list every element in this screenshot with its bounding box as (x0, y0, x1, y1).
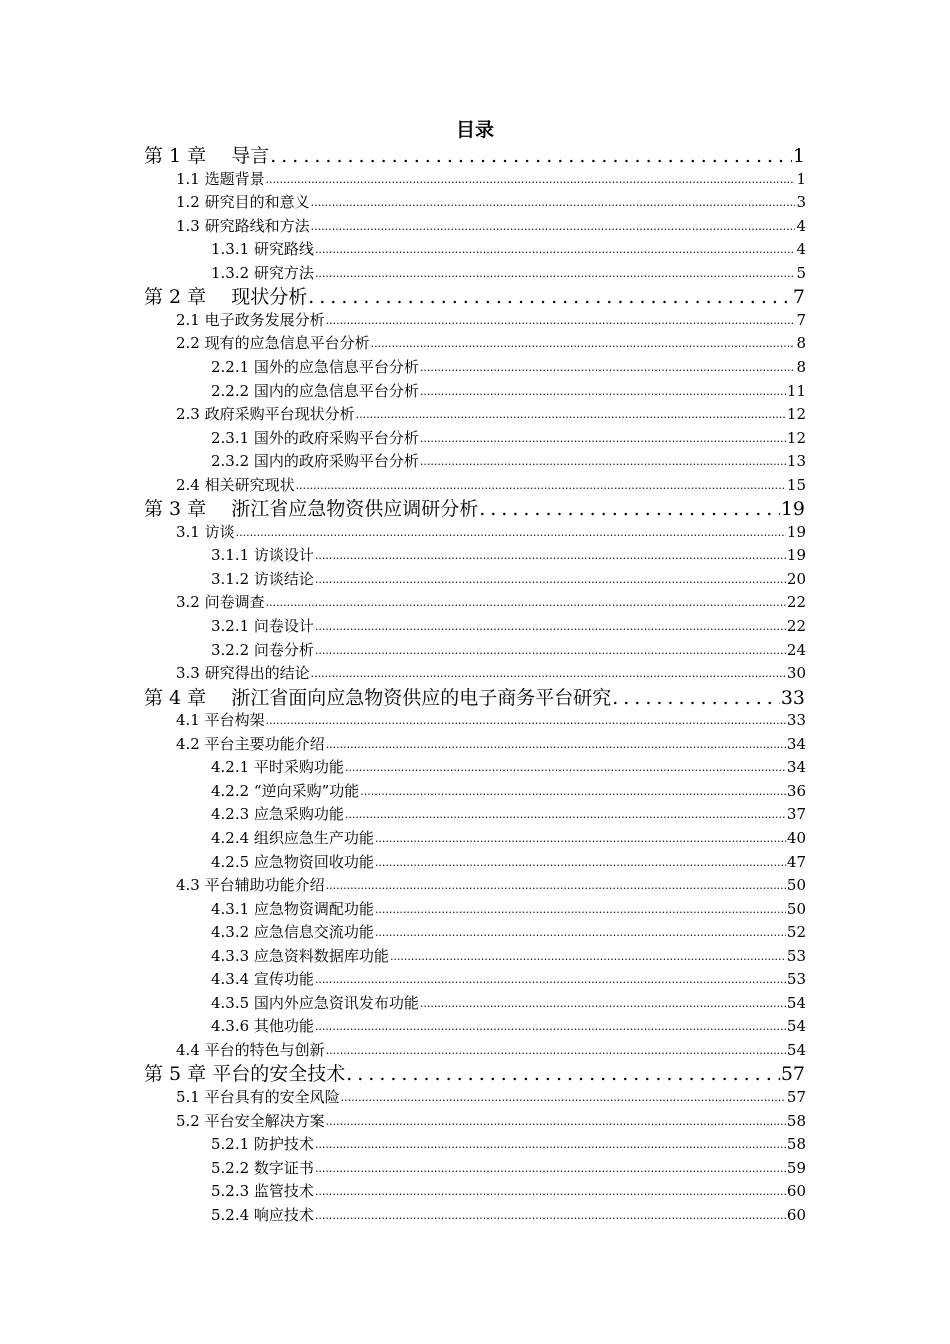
toc-page-number: 53 (786, 946, 806, 965)
toc-subsection-entry (211, 568, 806, 591)
toc-subsection-entry (211, 450, 806, 473)
toc-page-number: 19 (786, 546, 806, 565)
toc-leader-dots (311, 215, 796, 238)
toc-page-number: 57 (786, 1088, 806, 1106)
toc-subsection-entry (211, 827, 806, 850)
toc-entry-label: 4.3.3 应急资料数据库功能 (211, 946, 389, 965)
toc-entry-label: 4.2.5 应急物资回收功能 (211, 852, 374, 871)
toc-section-entry (176, 709, 806, 732)
toc-page-number: 34 (786, 758, 806, 777)
toc-page-number: 20 (786, 569, 806, 588)
toc-subsection-entry (211, 262, 806, 285)
toc-entry-label: 4.3 平台辅助功能介绍 (176, 876, 325, 895)
toc-section-entry (176, 591, 806, 614)
toc-subsection-entry (211, 427, 806, 450)
toc-entry-label: 4.2.3 应急采购功能 (211, 805, 344, 824)
toc-subsection-entry (211, 1180, 806, 1203)
toc-page-number: 37 (786, 805, 806, 824)
toc-entry-label: 第 2 章 现状分析 (144, 286, 308, 309)
toc-page-number: 52 (786, 923, 806, 942)
toc-entry-label: 4.2.4 组织应急生产功能 (211, 828, 374, 847)
toc-entry-label: 3.2.2 问卷分析 (211, 640, 314, 659)
toc-subsection-entry (211, 921, 806, 944)
toc-page-number: 36 (786, 781, 806, 800)
toc-page-number: 33 (780, 686, 805, 709)
toc-page-number: 8 (796, 357, 806, 376)
toc-section-entry (176, 403, 806, 426)
toc-leader-dots (315, 1015, 786, 1038)
toc-page-number: 12 (786, 405, 806, 424)
toc-section-entry (176, 733, 806, 756)
toc-page-number: 40 (786, 828, 806, 847)
toc-title: 目录 (455, 119, 494, 141)
toc-entry-label: 3.2 问卷调查 (176, 593, 265, 612)
toc-leader-dots (315, 262, 796, 285)
toc-leader-dots (315, 1157, 786, 1180)
toc-leader-dots (420, 380, 786, 403)
toc-leader-dots (315, 615, 786, 638)
toc-section-entry (176, 874, 806, 897)
toc-page-number: 54 (786, 1040, 806, 1059)
toc-section-entry (176, 1110, 806, 1133)
toc-section-entry (176, 662, 806, 685)
toc-leader-dots (315, 1204, 786, 1227)
toc-page-number: 19 (786, 522, 806, 541)
toc-leader-dots (311, 662, 786, 685)
toc-leader-dots (612, 685, 780, 711)
toc-leader-dots (308, 284, 792, 310)
toc-subsection-entry (211, 615, 806, 638)
toc-page-number: 59 (786, 1158, 806, 1177)
toc-subsection-entry (211, 756, 806, 779)
toc-page-number: 54 (786, 1017, 806, 1036)
toc-entry-label: 2.2.1 国外的应急信息平台分析 (211, 357, 419, 376)
toc-section-entry (176, 309, 806, 332)
toc-leader-dots (296, 474, 786, 497)
toc-entry-label: 第 4 章 浙江省面向应急物资供应的电子商务平台研究 (144, 686, 612, 709)
toc-page-number: 4 (796, 240, 806, 259)
toc-page-number: 15 (786, 475, 806, 494)
toc-entry-label: 4.1 平台构架 (176, 711, 265, 730)
toc-page-number: 24 (786, 640, 806, 659)
toc-leader-dots (266, 591, 786, 614)
toc-page-number: 13 (786, 452, 806, 471)
toc-section-entry (176, 215, 806, 238)
toc-entry-label: 4.2.1 平时采购功能 (211, 758, 344, 777)
toc-leader-dots (375, 921, 786, 944)
toc-entry-label: 1.2 研究目的和意义 (176, 193, 310, 212)
toc-entry-label: 3.1 访谈 (176, 522, 235, 541)
toc-leader-dots (345, 803, 786, 826)
toc-leader-dots (420, 356, 796, 379)
toc-leader-dots (345, 756, 786, 779)
toc-entry-label: 2.3.1 国外的政府采购平台分析 (211, 428, 419, 447)
toc-leader-dots (360, 780, 786, 803)
toc-page-number: 34 (786, 734, 806, 753)
toc-page-number: 1 (792, 145, 805, 167)
toc-subsection-entry (211, 851, 806, 874)
toc-page-number: 53 (786, 970, 806, 989)
toc-subsection-entry (211, 544, 806, 567)
toc-page-number: 54 (786, 993, 806, 1012)
toc-section-entry (176, 1039, 806, 1062)
toc-subsection-entry (211, 380, 806, 403)
toc-leader-dots (315, 639, 786, 662)
toc-leader-dots (270, 143, 792, 169)
toc-page-number: 58 (786, 1111, 806, 1130)
toc-leader-dots (315, 568, 786, 591)
toc-entry-label: 2.4 相关研究现状 (176, 475, 295, 494)
toc-entry-label: 4.3.6 其他功能 (211, 1017, 314, 1036)
toc-leader-dots (315, 238, 796, 261)
toc-entry-label: 3.1.1 访谈设计 (211, 546, 314, 565)
toc-page-number: 33 (786, 711, 806, 730)
toc-page-number: 60 (786, 1182, 806, 1201)
toc-section-entry (176, 1086, 806, 1109)
toc-leader-dots (356, 403, 786, 426)
toc-leader-dots (266, 168, 796, 191)
toc-leader-dots (420, 992, 786, 1015)
toc-entry-label: 3.3 研究得出的结论 (176, 664, 310, 683)
toc-entry-label: 3.2.1 问卷设计 (211, 617, 314, 635)
toc-section-entry (176, 332, 806, 355)
toc-page-number: 5 (796, 263, 806, 282)
toc-entry-label: 4.4 平台的特色与创新 (176, 1040, 325, 1059)
toc-leader-dots (420, 427, 786, 450)
toc-leader-dots (375, 851, 786, 874)
toc-entry-label: 4.3.4 宣传功能 (211, 970, 314, 989)
toc-entry-label: 4.3.1 应急物资调配功能 (211, 899, 374, 918)
toc-entry-label: 4.2 平台主要功能介绍 (176, 734, 325, 753)
toc-entry-label: 1.3.2 研究方法 (211, 263, 314, 282)
toc-chapter-entry (144, 284, 805, 310)
toc-section-entry (176, 521, 806, 544)
toc-leader-dots (315, 1180, 786, 1203)
toc-section-entry (176, 474, 806, 497)
toc-leader-dots (326, 733, 786, 756)
toc-subsection-entry (211, 1015, 806, 1038)
toc-entry-label: 2.1 电子政务发展分析 (176, 310, 325, 329)
toc-subsection-entry (211, 968, 806, 991)
toc-chapter-entry (144, 685, 805, 711)
toc-page-number: 30 (786, 664, 806, 683)
toc-leader-dots (390, 945, 786, 968)
toc-section-entry (176, 168, 806, 191)
toc-page-number: 1 (796, 169, 806, 188)
toc-subsection-entry (211, 898, 806, 921)
toc-entry-label: 1.1 选题背景 (176, 169, 265, 188)
toc-leader-dots (371, 332, 796, 355)
toc-page-number: 19 (780, 498, 805, 521)
toc-page-number: 50 (786, 899, 806, 918)
toc-leader-dots (315, 1133, 786, 1156)
toc-subsection-entry (211, 992, 806, 1015)
toc-subsection-entry (211, 1133, 806, 1156)
toc-leader-dots (479, 496, 780, 522)
toc-entry-label: 5.2.3 监管技术 (211, 1182, 314, 1201)
toc-section-entry (176, 191, 806, 214)
toc-subsection-entry (211, 803, 806, 826)
toc-entry-label: 1.3 研究路线和方法 (176, 216, 310, 235)
toc-subsection-entry (211, 1157, 806, 1180)
toc-entry-label: 2.2 现有的应急信息平台分析 (176, 334, 370, 353)
toc-entry-label: 5.2.1 防护技术 (211, 1135, 314, 1154)
toc-entry-label: 第 1 章 导言 (144, 145, 270, 167)
toc-chapter-entry (144, 1061, 805, 1087)
toc-subsection-entry (211, 238, 806, 261)
toc-entry-label: 4.2.2 “逆向采购”功能 (211, 781, 360, 800)
toc-leader-dots (375, 827, 786, 850)
toc-leader-dots (326, 874, 786, 897)
toc-entry-label: 2.2.2 国内的应急信息平台分析 (211, 381, 419, 400)
toc-page-number: 4 (796, 216, 806, 235)
toc-entry-label: 5.2.4 响应技术 (211, 1205, 314, 1224)
toc-entry-label: 5.2.2 数字证书 (211, 1158, 314, 1177)
toc-page-number: 50 (786, 876, 806, 895)
toc-subsection-entry (211, 356, 806, 379)
toc-page-number: 3 (796, 193, 806, 212)
toc-page-number: 12 (786, 428, 806, 447)
toc-leader-dots (420, 450, 786, 473)
toc-leader-dots (326, 1039, 786, 1062)
toc-entry-label: 4.3.5 国内外应急资讯发布功能 (211, 993, 419, 1012)
toc-entry-label: 第 3 章 浙江省应急物资供应调研分析 (144, 498, 479, 521)
toc-chapter-entry (144, 143, 805, 169)
toc-entry-label: 5.2 平台安全解决方案 (176, 1111, 325, 1130)
toc-page-number: 22 (786, 617, 806, 635)
toc-entry-label: 5.1 平台具有的安全风险 (176, 1088, 340, 1106)
toc-entry-label: 1.3.1 研究路线 (211, 240, 314, 259)
toc-leader-dots (266, 709, 786, 732)
toc-leader-dots (326, 309, 796, 332)
toc-page-number: 8 (796, 334, 806, 353)
toc-leader-dots (341, 1086, 786, 1109)
toc-page-number: 57 (780, 1063, 805, 1086)
toc-page-number: 7 (792, 286, 805, 309)
toc-subsection-entry (211, 780, 806, 803)
toc-leader-dots (326, 1110, 786, 1133)
toc-chapter-entry (144, 496, 805, 522)
toc-page-number: 60 (786, 1205, 806, 1224)
toc-leader-dots (315, 544, 786, 567)
toc-subsection-entry (211, 1204, 806, 1227)
toc-leader-dots (315, 968, 786, 991)
toc-entry-label: 3.1.2 访谈结论 (211, 569, 314, 588)
toc-page-number: 47 (786, 852, 806, 871)
toc-leader-dots (311, 191, 796, 214)
toc-entry-label: 4.3.2 应急信息交流功能 (211, 923, 374, 942)
toc-leader-dots (346, 1061, 780, 1087)
toc-leader-dots (375, 898, 786, 921)
toc-page-number: 22 (786, 593, 806, 612)
toc-page-number: 7 (796, 310, 806, 329)
toc-subsection-entry (211, 639, 806, 662)
toc-page-number: 58 (786, 1135, 806, 1154)
toc-entry-label: 第 5 章 平台的安全技术 (144, 1063, 346, 1086)
toc-leader-dots (236, 521, 786, 544)
toc-page-number: 11 (786, 381, 806, 400)
toc-subsection-entry (211, 945, 806, 968)
toc-entry-label: 2.3 政府采购平台现状分析 (176, 405, 355, 424)
toc-entry-label: 2.3.2 国内的政府采购平台分析 (211, 452, 419, 471)
